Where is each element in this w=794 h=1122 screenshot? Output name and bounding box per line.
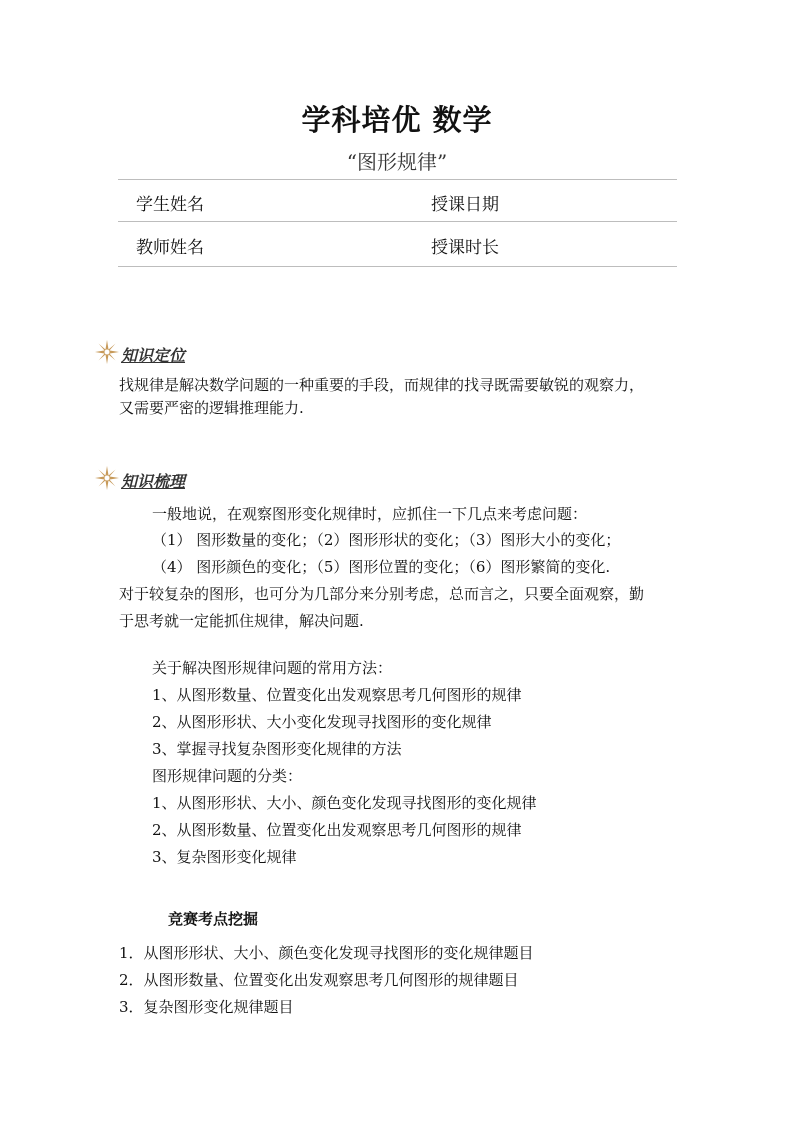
classification-heading: 图形规律问题的分类： [152,767,303,785]
section-heading-summary: 知识梳理 [121,472,186,491]
sparkle-icon [94,465,120,491]
sparkle-icon [94,339,120,365]
table-rule-middle [118,221,677,222]
competition-item: 3．复杂图形变化规律题目 [119,998,294,1016]
method-item: 3、掌握寻找复杂图形变化规律的方法 [152,740,402,758]
positioning-line-1: 找规律是解决数学问题的一种重要的手段，而规律的找寻既需要敏锐的观察力， [119,376,645,394]
positioning-line-2: 又需要严密的逻辑推理能力. [119,399,304,417]
summary-points-line-2: （4） 图形颜色的变化；（5）图形位置的变化；（6）图形繁简的变化. [152,558,611,576]
lesson-duration-label: 授课时长 [431,238,499,258]
table-rule-bottom [118,266,677,267]
classification-item: 1、从图形形状、大小、颜色变化发现寻找图形的变化规律 [152,794,537,812]
competition-heading: 竞赛考点挖掘 [168,910,259,928]
teacher-name-label: 教师姓名 [136,238,204,258]
method-item: 1、从图形数量、位置变化出发观察思考几何图形的规律 [152,686,522,704]
classification-item: 2、从图形数量、位置变化出发观察思考几何图形的规律 [152,821,522,839]
summary-intro: 一般地说，在观察图形变化规律时，应抓住一下几点来考虑问题： [152,505,588,523]
classification-item: 3、复杂图形变化规律 [152,848,297,866]
methods-heading: 关于解决图形规律问题的常用方法： [152,659,393,677]
student-name-label: 学生姓名 [136,195,204,215]
page-subtitle: “图形规律” [346,150,448,174]
page-title: 学科培优 数学 [301,103,493,137]
competition-item: 2．从图形数量、位置变化出发观察思考几何图形的规律题目 [119,971,519,989]
lesson-date-label: 授课日期 [431,195,499,215]
summary-points-line-1: （1） 图形数量的变化；（2）图形形状的变化；（3）图形大小的变化； [152,531,621,549]
competition-item: 1．从图形形状、大小、颜色变化发现寻找图形的变化规律题目 [119,944,534,962]
table-rule-top [118,179,677,180]
section-heading-positioning: 知识定位 [121,346,186,365]
summary-complex-line-2: 于思考就一定能抓住规律，解决问题. [119,612,364,630]
summary-complex-line-1: 对于较复杂的图形，也可分为几部分来分别考虑，总而言之，只要全面观察，勤 [119,585,645,603]
method-item: 2、从图形形状、大小变化发现寻找图形的变化规律 [152,713,492,731]
